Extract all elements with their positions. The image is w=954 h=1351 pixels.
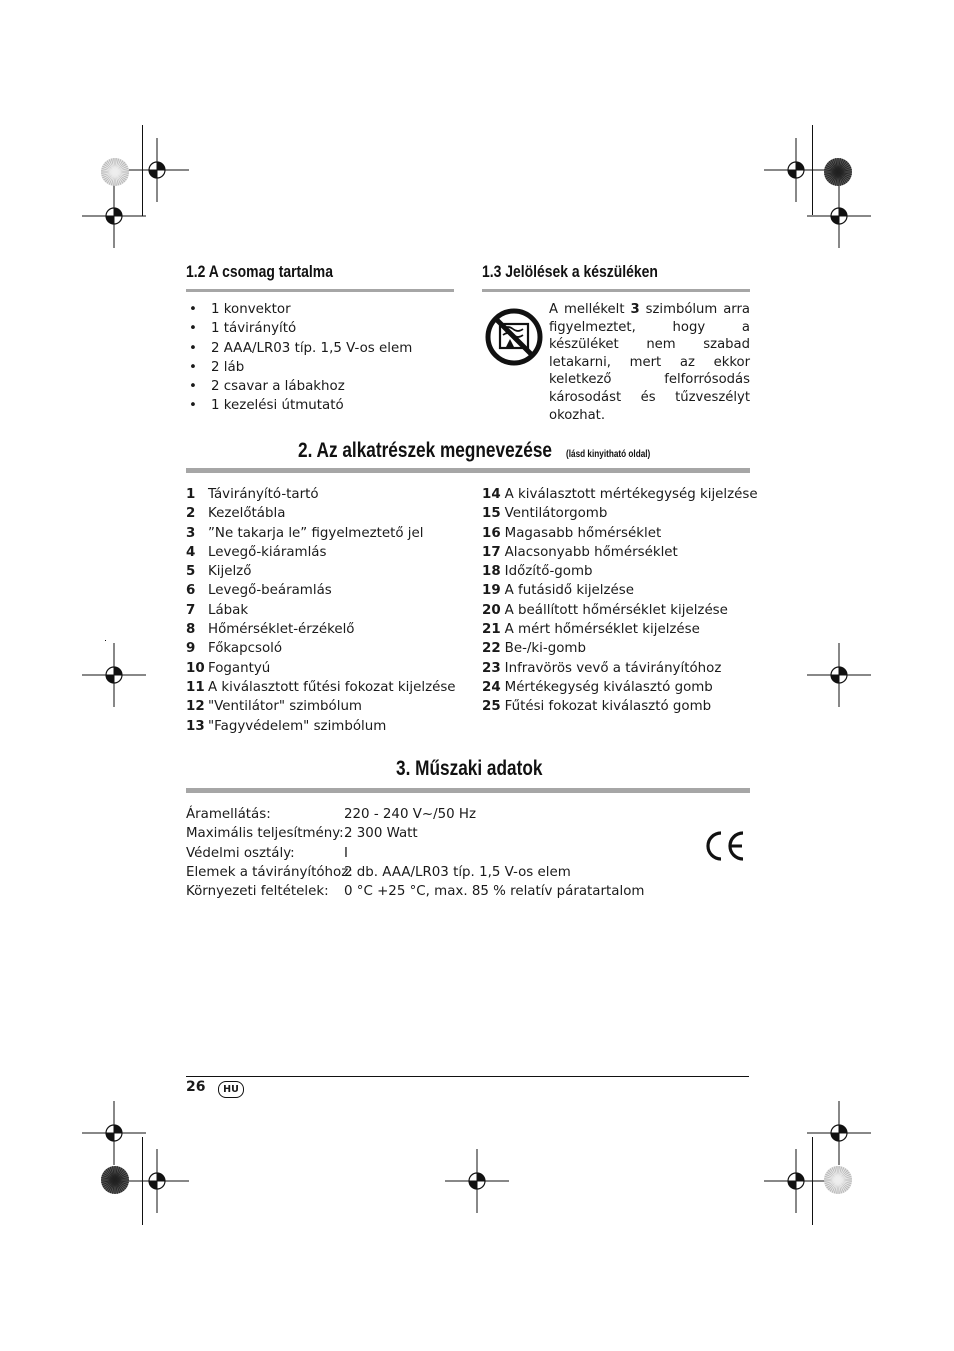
package-item-label: 1 kezelési útmutató	[211, 398, 344, 414]
part-label: Alacsonyabb hőmérséklet	[504, 544, 678, 560]
part-number: 16	[482, 525, 501, 541]
spec-table	[186, 805, 644, 901]
part-number: 4	[186, 544, 196, 560]
color-target-icon	[823, 1165, 853, 1195]
part-label: Hőmérséklet-érzékelő	[208, 622, 355, 638]
part-number: 12	[186, 699, 205, 715]
part-number: 3	[186, 525, 196, 541]
part-label: Lábak	[208, 602, 249, 618]
package-item	[186, 300, 412, 319]
bullet-icon: •	[189, 379, 197, 395]
part-number: 8	[186, 622, 196, 638]
warning-symbol-text: A mellékelt 3 szimbólum arra figyelmeztet, hogy a készüléket nem szabad letakarni, mert az ekkor keletkező felforrósodás károsodást és tűzveszélyt okozhat.	[549, 302, 750, 423]
section-2-rule	[186, 468, 750, 473]
part-item	[186, 697, 456, 716]
part-item	[186, 581, 456, 600]
part-number: 24	[482, 679, 501, 695]
registration-mark-icon	[807, 643, 871, 707]
part-number: 21	[482, 622, 501, 638]
package-item-label: 1 konvektor	[211, 302, 291, 317]
part-label: "Fagyvédelem" szimbólum	[208, 718, 387, 734]
package-item	[186, 396, 412, 415]
part-label: Be-/ki-gomb	[504, 641, 586, 657]
part-item	[186, 678, 456, 697]
part-item	[482, 562, 758, 581]
part-label: Levegő-beáramlás	[208, 583, 332, 599]
part-number: 1	[186, 487, 196, 502]
spec-value: 2 db. AAA/LR03 típ. 1,5 V-os elem	[344, 864, 571, 880]
part-label: Infravörös vevő a távirányítóhoz	[504, 660, 722, 676]
part-label: Időzítő-gomb	[504, 564, 593, 580]
bullet-icon: •	[189, 302, 197, 317]
section-2-subtitle: (lásd kinyitható oldal)	[565, 449, 651, 460]
part-number: 9	[186, 641, 196, 657]
section-3-title: 3. Műszaki adatok	[396, 757, 543, 780]
part-label: A kiválasztott fűtési fokozat kijelzése	[208, 679, 456, 695]
spec-label: Áramellátás:	[186, 807, 271, 822]
do-not-cover-icon	[484, 307, 544, 367]
parts-list-left	[186, 485, 456, 736]
spec-label: Elemek a távirányítóhoz:	[186, 864, 353, 880]
part-label: Ventilátorgomb	[504, 506, 608, 522]
part-label: A beállított hőmérséklet kijelzése	[504, 602, 728, 618]
package-item-label: 1 távirányító	[211, 321, 297, 337]
part-number: 11	[186, 679, 205, 695]
package-item	[186, 339, 412, 358]
section-1-2-rule	[186, 289, 454, 292]
part-number: 7	[186, 602, 196, 618]
part-number: 19	[482, 583, 501, 599]
color-target-icon	[100, 1165, 130, 1195]
part-item	[482, 697, 758, 716]
part-number: 22	[482, 641, 501, 657]
part-number: 6	[186, 583, 196, 599]
part-label: Magasabb hőmérséklet	[504, 525, 662, 541]
part-number: 2	[186, 506, 196, 522]
crop-mark	[105, 640, 106, 641]
part-label: Fogantyú	[208, 660, 271, 676]
spec-label: Maximális teljesítmény:	[186, 826, 344, 842]
part-label: Levegő-kiáramlás	[208, 544, 327, 560]
part-item	[186, 620, 456, 639]
package-item	[186, 358, 412, 377]
part-item	[186, 639, 456, 658]
part-item	[482, 620, 758, 639]
spec-label: Környezeti feltételek:	[186, 884, 329, 900]
part-label: A futásidő kijelzése	[504, 583, 634, 599]
bullet-icon: •	[189, 398, 197, 414]
parts-list-right	[482, 485, 758, 717]
spec-row	[186, 882, 644, 901]
part-number: 23	[482, 660, 501, 676]
part-label: A kiválasztott mértékegység kijelzése	[504, 487, 758, 502]
part-item	[186, 717, 456, 736]
spec-row	[186, 824, 644, 843]
bullet-icon: •	[189, 340, 197, 356]
part-item	[186, 601, 456, 620]
part-label: "Ventilátor" szimbólum	[208, 699, 362, 715]
spec-row	[186, 805, 644, 824]
page-number: 26	[186, 1079, 206, 1095]
part-number: 5	[186, 564, 196, 580]
spec-value: 2 300 Watt	[344, 826, 418, 842]
registration-mark-icon	[445, 1149, 509, 1213]
part-item	[482, 678, 758, 697]
part-number: 10	[186, 660, 205, 676]
part-number: 20	[482, 602, 501, 618]
language-badge: HU	[218, 1081, 244, 1098]
part-label: Kezelőtábla	[208, 506, 286, 522]
section-1-3-rule	[482, 289, 750, 292]
part-number: 15	[482, 506, 501, 522]
package-item-label: 2 láb	[211, 359, 245, 375]
part-label: Mértékegység kiválasztó gomb	[504, 679, 713, 695]
registration-mark-icon	[125, 1149, 189, 1213]
section-2-title: 2. Az alkatrészek megnevezése	[298, 439, 552, 462]
registration-mark-icon	[82, 184, 146, 248]
package-item-label: 2 AAA/LR03 típ. 1,5 V-os elem	[211, 340, 413, 356]
part-item	[482, 659, 758, 678]
part-item	[186, 504, 456, 523]
package-contents-list	[186, 300, 412, 416]
part-item	[482, 581, 758, 600]
part-label: Távirányító-tartó	[208, 487, 319, 502]
part-item	[482, 601, 758, 620]
part-number: 25	[482, 699, 501, 715]
part-number: 14	[482, 487, 501, 502]
part-item	[482, 485, 758, 504]
part-item	[482, 543, 758, 562]
package-item	[186, 319, 412, 338]
registration-mark-icon	[764, 1149, 828, 1213]
part-number: 17	[482, 544, 501, 560]
bullet-icon: •	[189, 359, 197, 375]
part-label: Főkapcsoló	[208, 641, 283, 657]
section-3-rule	[186, 788, 750, 793]
part-item	[482, 639, 758, 658]
part-number: 18	[482, 564, 501, 580]
bullet-icon: •	[189, 321, 197, 337]
section-2-heading	[298, 439, 669, 463]
spec-value: 0 °C +25 °C, max. 85 % relatív páratartalom	[344, 884, 645, 900]
spec-label: Védelmi osztály:	[186, 845, 295, 861]
spec-row	[186, 844, 644, 863]
part-item	[482, 524, 758, 543]
part-item	[482, 504, 758, 523]
section-1-2-title: 1.2 A csomag tartalma	[186, 262, 333, 281]
part-item	[186, 543, 456, 562]
section-1-3-title: 1.3 Jelölések a készüléken	[482, 262, 658, 281]
ce-mark	[702, 829, 746, 863]
package-item	[186, 377, 412, 396]
spec-value: 220 - 240 V~/50 Hz	[344, 807, 477, 822]
registration-mark-icon	[82, 643, 146, 707]
part-item	[186, 562, 456, 581]
part-label: A mért hőmérséklet kijelzése	[504, 622, 700, 638]
registration-mark-icon	[807, 184, 871, 248]
package-item-label: 2 csavar a lábakhoz	[211, 379, 345, 395]
part-label: Fűtési fokozat kiválasztó gomb	[504, 699, 712, 715]
spec-value: I	[344, 845, 348, 861]
part-item	[186, 524, 456, 543]
part-label: Kijelző	[208, 564, 252, 580]
spec-row	[186, 863, 644, 882]
footer-rule	[186, 1076, 749, 1077]
color-target-icon	[823, 157, 853, 187]
part-item	[186, 485, 456, 504]
part-number: 13	[186, 718, 205, 734]
part-label: ”Ne takarja le” figyelmeztető jel	[208, 525, 424, 541]
color-target-icon	[100, 157, 130, 187]
part-item	[186, 659, 456, 678]
